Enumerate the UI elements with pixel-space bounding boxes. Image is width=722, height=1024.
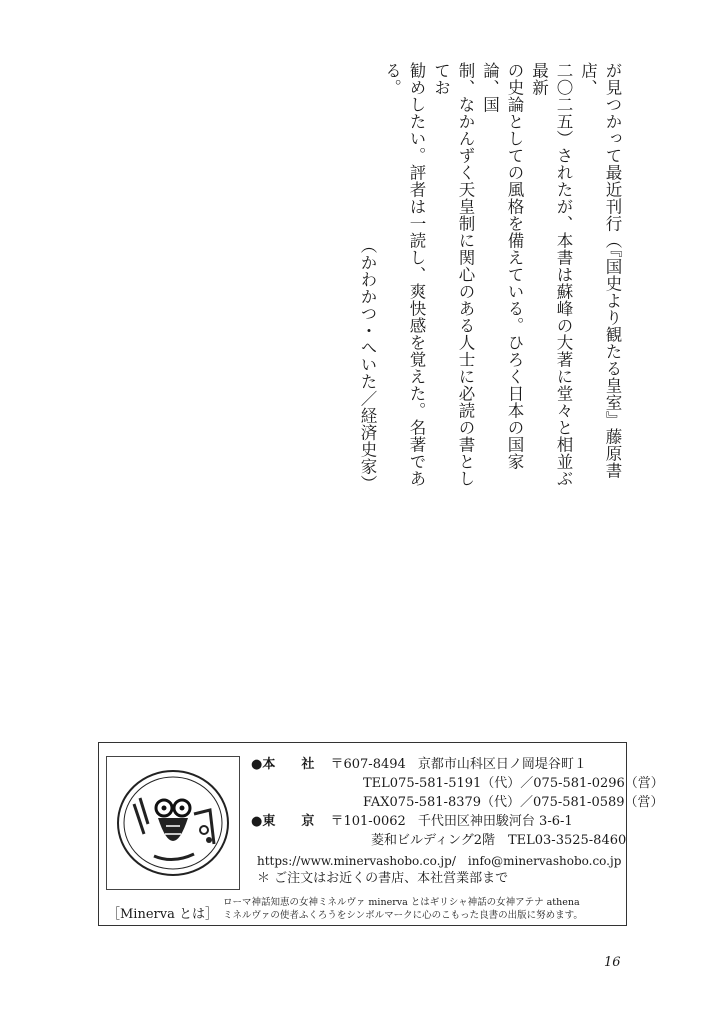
publisher-colophon: [98, 742, 664, 926]
tokyo-office-postal: 〒101-0062: [330, 814, 406, 829]
page-number: 16: [604, 955, 621, 970]
head-office-fax: FAX075-581-8379（代）／075-581-0589（営）: [363, 795, 664, 810]
body-column-2: 二〇二五）されたが、本書は蘇峰の大著に堂々と相並ぶ最新: [529, 62, 573, 487]
body-column-1: が見つかって最近刊行（『国史より観たる皇室』藤原書店、: [578, 62, 622, 479]
head-office-label: ●本 社: [251, 757, 315, 772]
owl-icon: [114, 764, 232, 882]
tokyo-office-building: 菱和ビルディング2階 TEL03-3525-8460: [371, 833, 627, 848]
body-column-4: 制、なかんずく天皇制に関心のある人士に必読の書としてお: [431, 62, 475, 487]
body-column-3: の史論としての風格を備えている。ひろく日本の国家論、国: [480, 62, 524, 470]
minerva-about-line-1: ローマ神話知恵の女神ミネルヴァ minerva とはギリシャ神話の女神アテナ athena: [223, 897, 580, 908]
head-office-line-1: [251, 757, 587, 773]
minerva-about-line-2: ミネルヴァの使者ふくろうをシンボルマークに心のこもった良書の出版に努めます。: [223, 910, 583, 921]
head-office-postal: 〒607-8494: [330, 757, 406, 772]
body-column-5: 勧めしたい。評者は一読し、爽快感を覚えた。名著である。: [382, 62, 426, 487]
author-signature: （かわかつ・へいた／経済史家）: [358, 237, 377, 492]
order-note: ＊ ご注文はお近くの書店、本社営業部まで: [257, 871, 509, 886]
head-office-tel: TEL075-581-5191（代）／075-581-0296（営）: [363, 776, 664, 791]
owl-coin-logo: [106, 756, 240, 890]
tokyo-office-label: ●東 京: [251, 814, 315, 829]
tokyo-office-line-1: [251, 814, 573, 830]
minerva-about-text: [223, 896, 583, 922]
tokyo-office-address: 千代田区神田駿河台 3-6-1: [417, 814, 573, 829]
web-contact[interactable]: https://www.minervashobo.co.jp/ info@minervashobo.co.jp: [257, 854, 622, 868]
head-office-address: 京都市山科区日ノ岡堤谷町１: [417, 757, 587, 772]
article-body: [355, 62, 625, 492]
minerva-about-label: ［Minerva とは］: [107, 907, 218, 922]
